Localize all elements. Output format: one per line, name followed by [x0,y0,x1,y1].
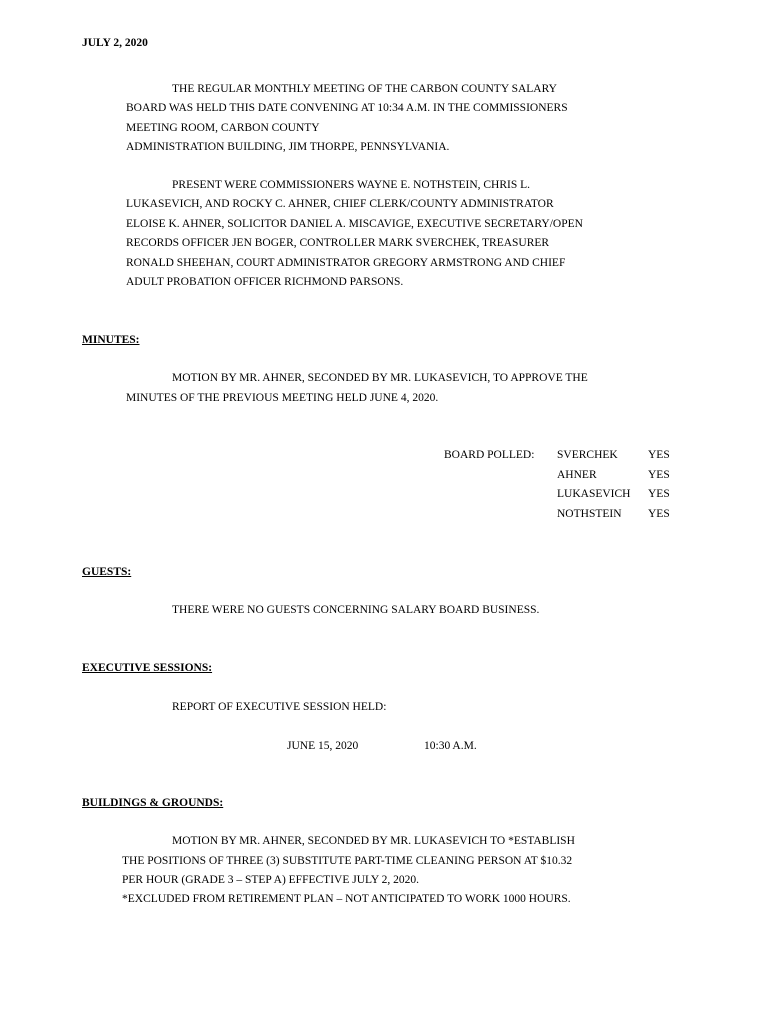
buildings-line: THE POSITIONS OF THREE (3) SUBSTITUTE PART-TIME CLEANING PERSON AT $10.32 [122,855,573,867]
poll-vote: YES [648,508,670,520]
buildings-line: *EXCLUDED FROM RETIREMENT PLAN – NOT ANTICIPATED TO WORK 1000 HOURS. [122,893,571,905]
minutes-line: MOTION BY MR. AHNER, SECONDED BY MR. LUKASEVICH, TO APPROVE THE [172,372,588,384]
session-report-label: REPORT OF EXECUTIVE SESSION HELD: [172,701,387,713]
session-date: JUNE 15, 2020 [287,740,359,752]
present-line: RECORDS OFFICER JEN BOGER, CONTROLLER MARK SVERCHEK, TREASURER [126,237,550,249]
minutes-line: MINUTES OF THE PREVIOUS MEETING HELD JUNE 4, 2020. [126,392,439,404]
intro-line: ADMINISTRATION BUILDING, JIM THORPE, PENNSYLVANIA. [126,141,450,153]
intro-line: BOARD WAS HELD THIS DATE CONVENING AT 10:34 A.M. IN THE COMMISSIONERS [126,102,568,114]
intro-line: THE REGULAR MONTHLY MEETING OF THE CARBON COUNTY SALARY [172,83,557,95]
minutes-heading: MINUTES: [82,334,140,346]
present-line: ADULT PROBATION OFFICER RICHMOND PARSONS. [126,276,404,288]
guests-heading: GUESTS: [82,566,132,578]
buildings-heading: BUILDINGS & GROUNDS: [82,797,224,809]
present-line: PRESENT WERE COMMISSIONERS WAYNE E. NOTHSTEIN, CHRIS L. [172,179,531,191]
poll-vote: YES [648,469,670,481]
present-line: LUKASEVICH, AND ROCKY C. AHNER, CHIEF CLERK/COUNTY ADMINISTRATOR [126,198,554,210]
present-line: ELOISE K. AHNER, SOLICITOR DANIEL A. MISCAVIGE, EXECUTIVE SECRETARY/OPEN [126,218,583,230]
poll-vote: YES [648,449,670,461]
poll-name: AHNER [557,469,597,481]
poll-name: LUKASEVICH [557,488,631,500]
session-time: 10:30 A.M. [424,740,477,752]
buildings-line: PER HOUR (GRADE 3 – STEP A) EFFECTIVE JULY 2, 2020. [122,874,420,886]
poll-vote: YES [648,488,670,500]
guests-text: THERE WERE NO GUESTS CONCERNING SALARY BOARD BUSINESS. [172,604,540,616]
present-line: RONALD SHEEHAN, COURT ADMINISTRATOR GREGORY ARMSTRONG AND CHIEF [126,257,566,269]
poll-name: SVERCHEK [557,449,618,461]
date-heading: JULY 2, 2020 [82,37,148,49]
buildings-line: MOTION BY MR. AHNER, SECONDED BY MR. LUKASEVICH TO *ESTABLISH [172,835,575,847]
executive-sessions-heading: EXECUTIVE SESSIONS: [82,662,213,674]
poll-name: NOTHSTEIN [557,508,622,520]
poll-label: BOARD POLLED: [444,449,535,461]
intro-line: MEETING ROOM, CARBON COUNTY [126,122,320,134]
